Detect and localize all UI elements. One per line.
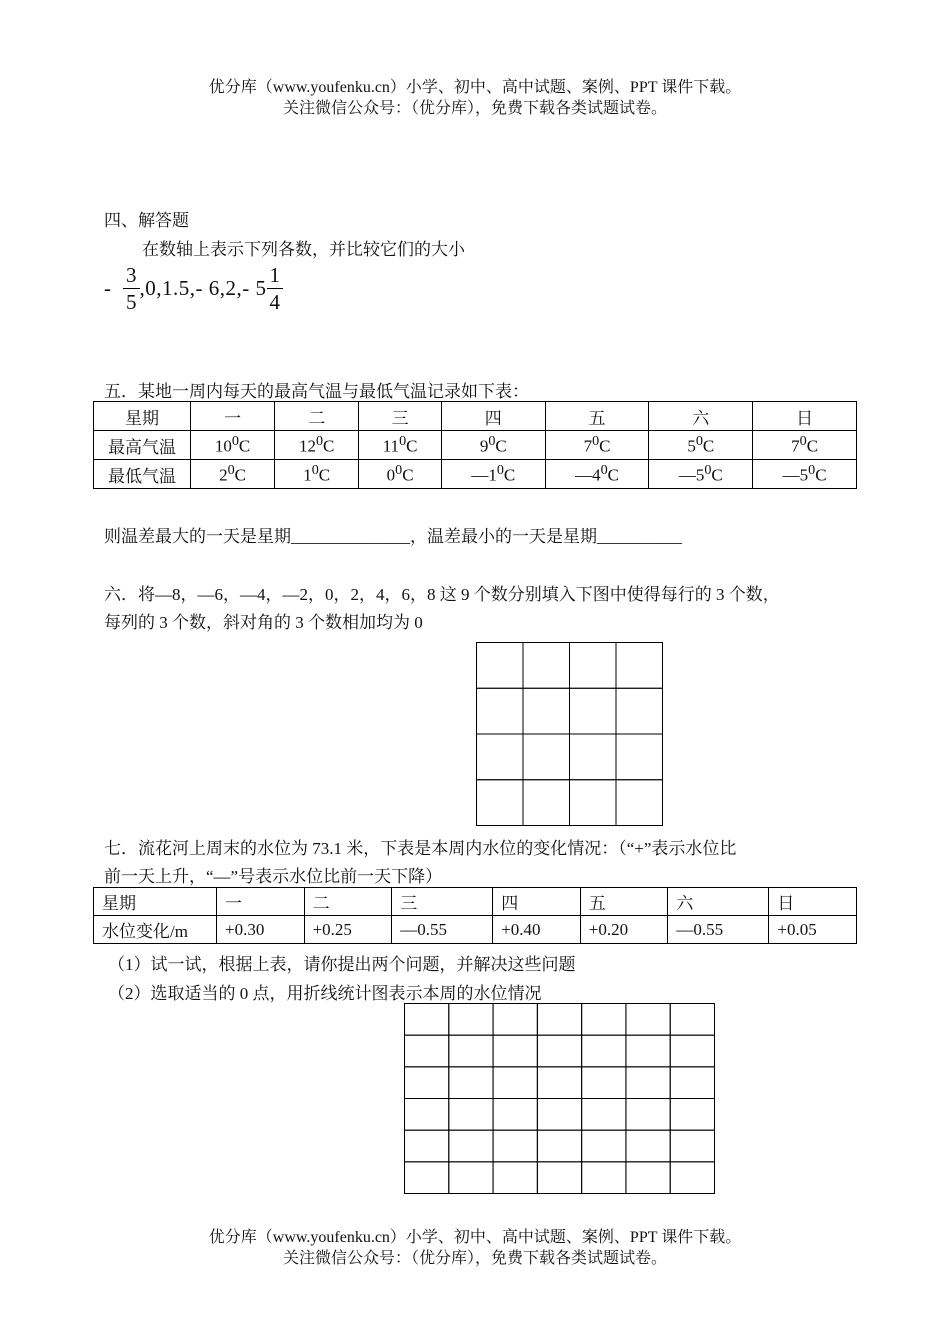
grid-cell[interactable]: [616, 734, 663, 780]
grid-cell[interactable]: [570, 734, 617, 780]
fraction-numerator: 3: [123, 262, 140, 289]
water-change-cell: +0.30: [217, 916, 305, 944]
row-label: 水位变化/m: [94, 916, 217, 944]
row-label: 最高气温: [94, 431, 191, 460]
grid-cell[interactable]: [537, 1067, 581, 1099]
temp-cell: [275, 431, 359, 460]
degree-sup: 0: [488, 433, 496, 450]
degree-sup: 0: [704, 462, 712, 479]
table-header-cell: 三: [359, 402, 442, 431]
grid-cell[interactable]: [570, 780, 617, 826]
table-header-cell: 二: [304, 888, 392, 916]
temp-unit: C: [711, 465, 723, 485]
grid-cell[interactable]: [570, 643, 617, 689]
temp-value: —5: [678, 465, 705, 485]
table-header-cell: 一: [191, 402, 275, 431]
grid-cell[interactable]: [670, 1099, 714, 1131]
grid-cell[interactable]: [523, 734, 570, 780]
table-header-cell: 六: [649, 402, 753, 431]
grid-cell[interactable]: [626, 1035, 670, 1067]
temp-cell: [545, 431, 649, 460]
grid-cell[interactable]: [582, 1035, 626, 1067]
degree-sup: 0: [496, 462, 504, 479]
grid-cell[interactable]: [449, 1004, 493, 1036]
grid-cell[interactable]: [626, 1130, 670, 1162]
degree-sup: 0: [399, 433, 407, 450]
temp-cell: [191, 431, 275, 460]
fraction-3-5: [123, 262, 140, 315]
grid-cell[interactable]: [405, 1099, 449, 1131]
page-footer-line-2: 关注微信公众号：（优分库），免费下载各类试题试卷。: [282, 1250, 667, 1267]
degree-sup: 0: [592, 433, 600, 450]
temp-cell: [753, 431, 857, 460]
water-change-cell: +0.25: [304, 916, 392, 944]
section-7-line-1: 七．流花河上周末的水位为 73.1 米，下表是本周内水位的变化情况：（“+”表示水位比: [104, 839, 737, 858]
grid-cell[interactable]: [493, 1004, 537, 1036]
water-level-table: [93, 887, 857, 944]
line-chart-grid[interactable]: [404, 1003, 715, 1194]
grid-cell[interactable]: [477, 734, 524, 780]
grid-cell[interactable]: [626, 1067, 670, 1099]
section-6-line-2: 每列的 3 个数，斜对角的 3 个数相加均为 0: [104, 613, 423, 632]
temp-cell: [753, 460, 857, 489]
table-header-cell: 四: [441, 402, 545, 431]
row-label: 最低气温: [94, 460, 191, 489]
grid-cell[interactable]: [626, 1004, 670, 1036]
temp-value: 5: [687, 436, 696, 456]
temp-value: 9: [479, 436, 489, 456]
temp-unit: C: [815, 465, 827, 485]
table-header-cell: 一: [217, 888, 305, 916]
section-7-line-2: 前一天上升，“—”号表示水位比前一天下降）: [104, 867, 443, 886]
section-6-line-1: 六．将—8，—6，—4，—2，0，2，4，6，8 这 9 个数分别填入下图中使得每行的 3 个数，: [104, 585, 780, 604]
section-4-prompt: 在数轴上表示下列各数，并比较它们的大小: [142, 240, 465, 259]
temp-cell: [441, 431, 545, 460]
temp-unit: C: [323, 436, 335, 456]
temp-unit: C: [702, 436, 715, 456]
grid-cell[interactable]: [405, 1035, 449, 1067]
temp-unit: C: [607, 465, 619, 485]
temp-unit: C: [318, 465, 331, 485]
grid-cell[interactable]: [449, 1035, 493, 1067]
water-change-cell: —0.55: [668, 916, 769, 944]
degree-sup: 0: [695, 433, 703, 450]
grid-cell[interactable]: [582, 1067, 626, 1099]
grid-cell[interactable]: [477, 688, 524, 734]
grid-cell[interactable]: [405, 1004, 449, 1036]
table-header-cell: 六: [668, 888, 769, 916]
grid-cell[interactable]: [670, 1067, 714, 1099]
water-change-cell: +0.20: [580, 916, 668, 944]
temp-value: 1: [303, 465, 312, 485]
degree-sup: 0: [808, 462, 816, 479]
grid-cell[interactable]: [582, 1099, 626, 1131]
grid-cell[interactable]: [616, 643, 663, 689]
temp-cell: [649, 431, 753, 460]
temp-cell: [191, 460, 275, 489]
grid-cell[interactable]: [537, 1004, 581, 1036]
table-row-high: [94, 431, 857, 460]
section-5-title: 五．某地一周内每天的最高气温与最低气温记录如下表：: [104, 382, 529, 401]
grid-cell[interactable]: [582, 1162, 626, 1194]
grid-cell[interactable]: [537, 1162, 581, 1194]
degree-sup: 0: [600, 462, 608, 479]
temp-cell: [545, 460, 649, 489]
grid-cell[interactable]: [670, 1162, 714, 1194]
grid-cell[interactable]: [493, 1099, 537, 1131]
table-header-cell: 星期: [94, 888, 217, 916]
grid-cell[interactable]: [616, 780, 663, 826]
water-change-cell: +0.05: [769, 916, 857, 944]
temp-value: 11: [382, 436, 400, 456]
temp-value: 10: [214, 436, 232, 456]
grid-cell[interactable]: [449, 1067, 493, 1099]
math-minus: -: [104, 276, 111, 300]
temp-value: —1: [471, 465, 497, 485]
temp-value: 7: [791, 436, 800, 456]
grid-cell[interactable]: [626, 1099, 670, 1131]
temp-unit: C: [503, 465, 516, 485]
temp-unit: C: [495, 436, 507, 456]
grid-cell[interactable]: [493, 1067, 537, 1099]
section-5-question: 则温差最大的一天是星期______________，温差最小的一天是星期__________: [104, 527, 682, 546]
grid-cell[interactable]: [405, 1067, 449, 1099]
grid-cell[interactable]: [570, 688, 617, 734]
table-header-cell: 日: [753, 402, 857, 431]
temp-cell: [441, 460, 545, 489]
degree-sup: 0: [395, 462, 403, 479]
table-header-cell: 二: [275, 402, 359, 431]
temp-value: 0: [386, 465, 396, 485]
temp-unit: C: [406, 436, 418, 456]
page-footer-line-1: 优分库（www.youfenku.cn）小学、初中、高中试题、案例、PPT 课件下载。: [208, 1229, 742, 1246]
degree-sup: 0: [227, 462, 235, 479]
grid-cell[interactable]: [616, 688, 663, 734]
grid-cell[interactable]: [523, 643, 570, 689]
grid-cell[interactable]: [449, 1130, 493, 1162]
grid-cell[interactable]: [523, 688, 570, 734]
temp-cell: [359, 460, 442, 489]
degree-sup: 0: [311, 462, 319, 479]
grid-cell[interactable]: [493, 1130, 537, 1162]
temp-value: 2: [219, 465, 228, 485]
temp-unit: C: [234, 465, 247, 485]
table-header-cell: 日: [769, 888, 857, 916]
temp-cell: [275, 460, 359, 489]
math-middle-values: ,0,1.5,- 6,2,- 5: [139, 276, 267, 300]
degree-sup: 0: [315, 433, 324, 450]
magic-square-grid[interactable]: [476, 642, 663, 826]
section-7-question-1: （1）试一试，根据上表，请你提出两个问题，并解决这些问题: [108, 955, 576, 974]
grid-cell[interactable]: [405, 1130, 449, 1162]
grid-cell[interactable]: [493, 1035, 537, 1067]
table-header-cell: 五: [545, 402, 649, 431]
temp-value: —4: [575, 465, 601, 485]
table-row-water-change: [94, 916, 857, 944]
grid-cell[interactable]: [523, 780, 570, 826]
table-header-row: [94, 402, 857, 431]
grid-cell[interactable]: [493, 1162, 537, 1194]
temp-value: 12: [298, 436, 316, 456]
page-header-line-2: 关注微信公众号：（优分库），免费下载各类试题试卷。: [282, 100, 667, 117]
grid-cell[interactable]: [670, 1035, 714, 1067]
grid-cell[interactable]: [449, 1099, 493, 1131]
table-header-cell: 三: [392, 888, 493, 916]
grid-cell[interactable]: [670, 1130, 714, 1162]
grid-cell[interactable]: [537, 1099, 581, 1131]
temp-cell: [359, 431, 442, 460]
grid-cell[interactable]: [537, 1130, 581, 1162]
grid-cell[interactable]: [582, 1130, 626, 1162]
grid-cell[interactable]: [449, 1162, 493, 1194]
temperature-table: [93, 401, 857, 489]
degree-sup: 0: [231, 433, 239, 450]
temp-unit: C: [402, 465, 414, 485]
fraction-denominator: 4: [269, 290, 280, 314]
water-change-cell: +0.40: [493, 916, 581, 944]
table-header-row: [94, 888, 857, 916]
temp-cell: [649, 460, 753, 489]
section-4-number-list: [104, 262, 283, 315]
water-change-cell: —0.55: [392, 916, 493, 944]
temp-unit: C: [806, 436, 819, 456]
temp-value: 7: [583, 436, 593, 456]
table-header-cell: 五: [580, 888, 668, 916]
grid-cell[interactable]: [405, 1162, 449, 1194]
grid-cell[interactable]: [582, 1004, 626, 1036]
temp-unit: C: [599, 436, 611, 456]
table-row-low: [94, 460, 857, 489]
section-7-question-2: （2）选取适当的 0 点，用折线统计图表示本周的水位情况: [108, 984, 542, 1003]
fraction-denominator: 5: [126, 290, 137, 314]
table-header-cell: 星期: [94, 402, 191, 431]
table-header-cell: 四: [493, 888, 581, 916]
grid-cell[interactable]: [477, 780, 524, 826]
page-header-line-1: 优分库（www.youfenku.cn）小学、初中、高中试题、案例、PPT 课件下载。: [208, 79, 742, 96]
temp-value: —5: [782, 465, 809, 485]
fraction-numerator: 1: [267, 262, 284, 289]
fraction-1-4: [267, 262, 284, 315]
temp-unit: C: [238, 436, 251, 456]
grid-cell[interactable]: [670, 1004, 714, 1036]
grid-cell[interactable]: [477, 643, 524, 689]
grid-cell[interactable]: [626, 1162, 670, 1194]
grid-cell[interactable]: [537, 1035, 581, 1067]
section-4-title: 四、解答题: [104, 211, 189, 230]
degree-sup: 0: [799, 433, 807, 450]
